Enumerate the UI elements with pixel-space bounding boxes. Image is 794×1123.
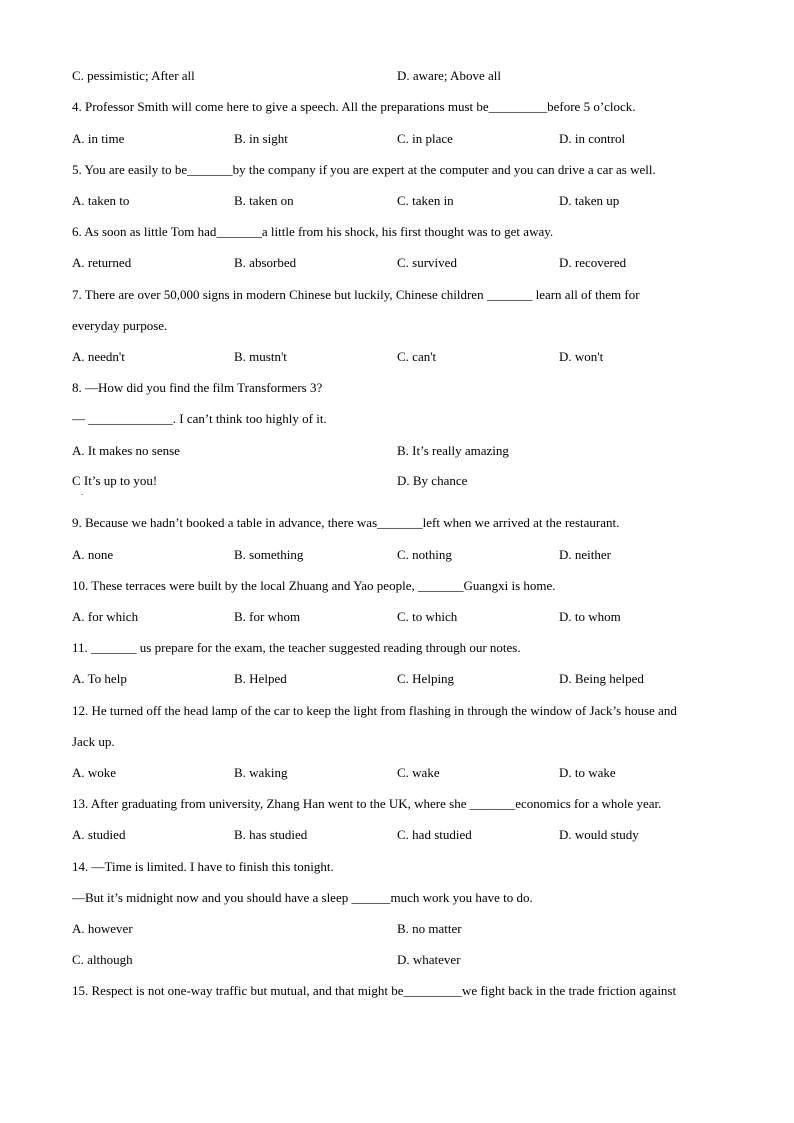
option-d: D. won't	[559, 349, 604, 364]
option-a: A. for which	[72, 609, 139, 624]
option-a: A. taken to	[72, 193, 130, 208]
option-d: D. neither	[559, 547, 611, 562]
option-a: A. none	[72, 547, 114, 562]
option-b: B. absorbed	[234, 255, 297, 270]
option-c: C It’s up to you!	[72, 473, 158, 488]
option-b: B. in sight	[234, 131, 288, 146]
option-b: B. taken on	[234, 193, 294, 208]
option-a: A. To help	[72, 671, 127, 686]
question-8-reply: — _____________. I can’t think too highly of it.	[72, 411, 327, 426]
q5-options	[72, 193, 734, 209]
option-d: D. taken up	[559, 193, 620, 208]
option-d: D. recovered	[559, 255, 627, 270]
q11-options	[72, 671, 734, 687]
option-c: C. Helping	[397, 671, 455, 686]
option-c: C. although	[72, 952, 133, 967]
option-d: D. to whom	[559, 609, 621, 624]
q3-options-cd	[72, 68, 734, 84]
option-a: A. returned	[72, 255, 132, 270]
question-7-continued: everyday purpose.	[72, 318, 168, 333]
option-c: C. can't	[397, 349, 437, 364]
option-d: D. aware; Above all	[397, 68, 501, 83]
q8-options-cd	[72, 473, 734, 497]
option-d: D. would study	[559, 827, 639, 842]
q9-options	[72, 547, 734, 563]
option-b: B. no matter	[397, 921, 462, 936]
question-12-continued: Jack up.	[72, 734, 115, 749]
option-a: A. however	[72, 921, 133, 936]
q7-options	[72, 349, 734, 365]
option-a: A. It makes no sense	[72, 443, 180, 458]
option-c: C. wake	[397, 765, 440, 780]
option-d: D. whatever	[397, 952, 461, 967]
option-d: D. to wake	[559, 765, 616, 780]
question-14-reply: —But it’s midnight now and you should have a sleep ______much work you have to do.	[72, 890, 533, 905]
option-c: C. in place	[397, 131, 453, 146]
option-c: C. to which	[397, 609, 458, 624]
question-12: 12. He turned off the head lamp of the car to keep the light from flashing in through the window of Jack’s house and	[72, 703, 677, 718]
q10-options	[72, 609, 734, 625]
option-d: D. in control	[559, 131, 626, 146]
question-8: 8. —How did you find the film Transformers 3?	[72, 380, 323, 395]
question-14: 14. —Time is limited. I have to finish this tonight.	[72, 859, 334, 874]
option-a: A. in time	[72, 131, 125, 146]
option-a: A. needn't	[72, 349, 125, 364]
option-b: B. mustn't	[234, 349, 287, 364]
question-10: 10. These terraces were built by the local Zhuang and Yao people, _______Guangxi is home.	[72, 578, 556, 593]
option-c: C. nothing	[397, 547, 452, 562]
option-c: C. had studied	[397, 827, 472, 842]
question-13: 13. After graduating from university, Zhang Han went to the UK, where she _______economics for a whole year.	[72, 796, 662, 811]
option-d: D. By chance	[397, 473, 468, 488]
question-5: 5. You are easily to be_______by the company if you are expert at the computer and you can drive a car as well.	[72, 162, 656, 177]
q4-options	[72, 131, 734, 147]
option-d: D. Being helped	[559, 671, 644, 686]
question-7: 7. There are over 50,000 signs in modern Chinese but luckily, Chinese children _______ learn all of them for	[72, 287, 640, 302]
option-b: B. It’s really amazing	[397, 443, 509, 458]
option-c: C. survived	[397, 255, 457, 270]
option-c: C. pessimistic; After all	[72, 68, 195, 83]
q14-options-ab	[72, 921, 734, 937]
stray-dot: .	[81, 488, 83, 497]
question-4: 4. Professor Smith will come here to give a speech. All the preparations must be_________before 5 o’clock.	[72, 99, 636, 114]
option-a: A. woke	[72, 765, 117, 780]
option-b: B. has studied	[234, 827, 308, 842]
option-b: B. Helped	[234, 671, 287, 686]
option-b: B. for whom	[234, 609, 301, 624]
question-6: 6. As soon as little Tom had_______a little from his shock, his first thought was to get away.	[72, 224, 554, 239]
option-a: A. studied	[72, 827, 126, 842]
q12-options	[72, 765, 734, 781]
question-11: 11. _______ us prepare for the exam, the teacher suggested reading through our notes.	[72, 640, 521, 655]
q6-options	[72, 255, 734, 271]
option-b: B. something	[234, 547, 304, 562]
q14-options-cd	[72, 952, 734, 968]
q13-options	[72, 827, 734, 843]
question-15: 15. Respect is not one-way traffic but mutual, and that might be_________we fight back in the trade friction against	[72, 983, 677, 998]
option-b: B. waking	[234, 765, 288, 780]
q8-options-ab	[72, 443, 734, 459]
question-9: 9. Because we hadn’t booked a table in advance, there was_______left when we arrived at the restaurant.	[72, 515, 620, 530]
option-c: C. taken in	[397, 193, 454, 208]
